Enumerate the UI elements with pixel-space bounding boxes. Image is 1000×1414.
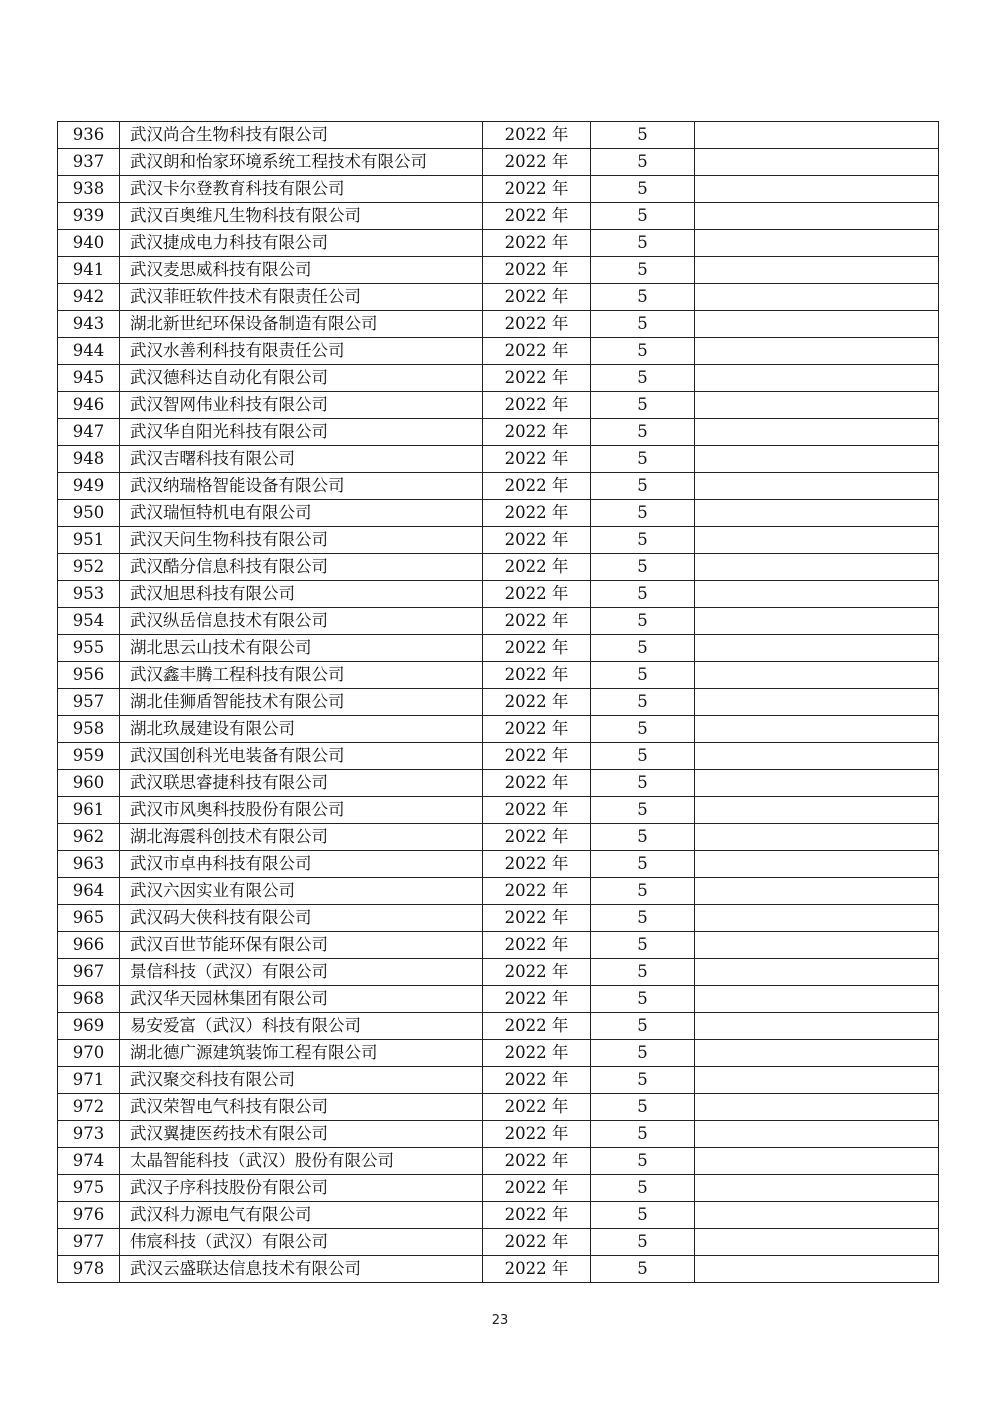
table-row (58, 419, 939, 446)
year-cell: 2022 年 (483, 770, 591, 797)
company-name-cell: 武汉尚合生物科技有限公司 (120, 122, 483, 149)
company-name-cell: 武汉子序科技股份有限公司 (120, 1175, 483, 1202)
company-name-cell: 武汉国创科光电装备有限公司 (120, 743, 483, 770)
company-name-cell: 武汉百世节能环保有限公司 (120, 932, 483, 959)
year-cell: 2022 年 (483, 473, 591, 500)
company-name-cell: 武汉云盛联达信息技术有限公司 (120, 1256, 483, 1283)
value-cell: 5 (591, 1067, 695, 1094)
table-row (58, 581, 939, 608)
year-cell: 2022 年 (483, 176, 591, 203)
row-number-cell: 961 (58, 797, 120, 824)
year-cell: 2022 年 (483, 1121, 591, 1148)
year-cell: 2022 年 (483, 230, 591, 257)
year-cell: 2022 年 (483, 392, 591, 419)
note-cell (695, 1013, 939, 1040)
value-cell: 5 (591, 1202, 695, 1229)
row-number-cell: 954 (58, 608, 120, 635)
company-name-cell: 武汉市风奥科技股份有限公司 (120, 797, 483, 824)
note-cell (695, 689, 939, 716)
note-cell (695, 878, 939, 905)
table-row (58, 311, 939, 338)
company-name-cell: 武汉水善利科技有限责任公司 (120, 338, 483, 365)
table-row (58, 527, 939, 554)
value-cell: 5 (591, 1040, 695, 1067)
table-row (58, 635, 939, 662)
year-cell: 2022 年 (483, 743, 591, 770)
table-row (58, 473, 939, 500)
row-number-cell: 958 (58, 716, 120, 743)
table-row (58, 1094, 939, 1121)
table-row (58, 1067, 939, 1094)
value-cell: 5 (591, 527, 695, 554)
row-number-cell: 941 (58, 257, 120, 284)
note-cell (695, 284, 939, 311)
company-name-cell: 武汉吉曙科技有限公司 (120, 446, 483, 473)
year-cell: 2022 年 (483, 905, 591, 932)
company-name-cell: 武汉华自阳光科技有限公司 (120, 419, 483, 446)
note-cell (695, 446, 939, 473)
row-number-cell: 952 (58, 554, 120, 581)
row-number-cell: 944 (58, 338, 120, 365)
table-row (58, 716, 939, 743)
row-number-cell: 937 (58, 149, 120, 176)
company-name-cell: 武汉百奥维凡生物科技有限公司 (120, 203, 483, 230)
note-cell (695, 473, 939, 500)
year-cell: 2022 年 (483, 1013, 591, 1040)
year-cell: 2022 年 (483, 365, 591, 392)
row-number-cell: 976 (58, 1202, 120, 1229)
year-cell: 2022 年 (483, 797, 591, 824)
row-number-cell: 947 (58, 419, 120, 446)
value-cell: 5 (591, 608, 695, 635)
year-cell: 2022 年 (483, 581, 591, 608)
note-cell (695, 1121, 939, 1148)
value-cell: 5 (591, 122, 695, 149)
row-number-cell: 955 (58, 635, 120, 662)
year-cell: 2022 年 (483, 932, 591, 959)
table-row (58, 365, 939, 392)
value-cell: 5 (591, 419, 695, 446)
row-number-cell: 959 (58, 743, 120, 770)
value-cell: 5 (591, 1013, 695, 1040)
year-cell: 2022 年 (483, 527, 591, 554)
row-number-cell: 966 (58, 932, 120, 959)
value-cell: 5 (591, 824, 695, 851)
year-cell: 2022 年 (483, 149, 591, 176)
row-number-cell: 978 (58, 1256, 120, 1283)
note-cell (695, 905, 939, 932)
note-cell (695, 743, 939, 770)
page-number: 23 (491, 1313, 509, 1328)
company-name-cell: 太晶智能科技（武汉）股份有限公司 (120, 1148, 483, 1175)
year-cell: 2022 年 (483, 1094, 591, 1121)
year-cell: 2022 年 (483, 554, 591, 581)
table-row (58, 1256, 939, 1283)
year-cell: 2022 年 (483, 257, 591, 284)
value-cell: 5 (591, 878, 695, 905)
value-cell: 5 (591, 635, 695, 662)
note-cell (695, 122, 939, 149)
value-cell: 5 (591, 851, 695, 878)
value-cell: 5 (591, 149, 695, 176)
year-cell: 2022 年 (483, 635, 591, 662)
note-cell (695, 365, 939, 392)
note-cell (695, 932, 939, 959)
value-cell: 5 (591, 230, 695, 257)
table-row (58, 1202, 939, 1229)
company-name-cell: 武汉码大侠科技有限公司 (120, 905, 483, 932)
company-name-cell: 武汉酷分信息科技有限公司 (120, 554, 483, 581)
note-cell (695, 1229, 939, 1256)
table-row (58, 743, 939, 770)
company-name-cell: 湖北思云山技术有限公司 (120, 635, 483, 662)
table-body (58, 122, 939, 1283)
row-number-cell: 977 (58, 1229, 120, 1256)
company-name-cell: 武汉华天园林集团有限公司 (120, 986, 483, 1013)
value-cell: 5 (591, 203, 695, 230)
company-name-cell: 湖北新世纪环保设备制造有限公司 (120, 311, 483, 338)
value-cell: 5 (591, 176, 695, 203)
year-cell: 2022 年 (483, 851, 591, 878)
row-number-cell: 971 (58, 1067, 120, 1094)
row-number-cell: 964 (58, 878, 120, 905)
value-cell: 5 (591, 1229, 695, 1256)
company-name-cell: 武汉捷成电力科技有限公司 (120, 230, 483, 257)
table-row (58, 932, 939, 959)
year-cell: 2022 年 (483, 1202, 591, 1229)
company-name-cell: 武汉荣智电气科技有限公司 (120, 1094, 483, 1121)
table-row (58, 446, 939, 473)
value-cell: 5 (591, 959, 695, 986)
note-cell (695, 851, 939, 878)
company-name-cell: 伟宸科技（武汉）有限公司 (120, 1229, 483, 1256)
value-cell: 5 (591, 1094, 695, 1121)
row-number-cell: 946 (58, 392, 120, 419)
note-cell (695, 311, 939, 338)
note-cell (695, 203, 939, 230)
year-cell: 2022 年 (483, 338, 591, 365)
row-number-cell: 963 (58, 851, 120, 878)
company-name-cell: 湖北海震科创技术有限公司 (120, 824, 483, 851)
year-cell: 2022 年 (483, 419, 591, 446)
note-cell (695, 500, 939, 527)
table-row (58, 284, 939, 311)
row-number-cell: 962 (58, 824, 120, 851)
note-cell (695, 986, 939, 1013)
company-name-cell: 易安爱富（武汉）科技有限公司 (120, 1013, 483, 1040)
table-row (58, 986, 939, 1013)
note-cell (695, 824, 939, 851)
row-number-cell: 960 (58, 770, 120, 797)
year-cell: 2022 年 (483, 284, 591, 311)
value-cell: 5 (591, 311, 695, 338)
company-name-cell: 武汉六因实业有限公司 (120, 878, 483, 905)
table-row (58, 1121, 939, 1148)
year-cell: 2022 年 (483, 824, 591, 851)
value-cell: 5 (591, 662, 695, 689)
row-number-cell: 949 (58, 473, 120, 500)
year-cell: 2022 年 (483, 878, 591, 905)
year-cell: 2022 年 (483, 986, 591, 1013)
note-cell (695, 635, 939, 662)
row-number-cell: 974 (58, 1148, 120, 1175)
company-name-cell: 武汉德科达自动化有限公司 (120, 365, 483, 392)
value-cell: 5 (591, 392, 695, 419)
company-name-cell: 武汉菲旺软件技术有限责任公司 (120, 284, 483, 311)
company-list-table (57, 121, 939, 1283)
row-number-cell: 940 (58, 230, 120, 257)
value-cell: 5 (591, 284, 695, 311)
value-cell: 5 (591, 365, 695, 392)
table-row (58, 1229, 939, 1256)
company-name-cell: 武汉联思睿捷科技有限公司 (120, 770, 483, 797)
table-row (58, 878, 939, 905)
note-cell (695, 1148, 939, 1175)
note-cell (695, 176, 939, 203)
value-cell: 5 (591, 1121, 695, 1148)
table-row (58, 1040, 939, 1067)
year-cell: 2022 年 (483, 689, 591, 716)
company-name-cell: 武汉智网伟业科技有限公司 (120, 392, 483, 419)
row-number-cell: 942 (58, 284, 120, 311)
note-cell (695, 527, 939, 554)
table-row (58, 554, 939, 581)
table-row (58, 176, 939, 203)
table-row (58, 689, 939, 716)
table-row (58, 392, 939, 419)
company-name-cell: 武汉天问生物科技有限公司 (120, 527, 483, 554)
value-cell: 5 (591, 797, 695, 824)
note-cell (695, 338, 939, 365)
row-number-cell: 967 (58, 959, 120, 986)
company-name-cell: 景信科技（武汉）有限公司 (120, 959, 483, 986)
company-name-cell: 武汉纳瑞格智能设备有限公司 (120, 473, 483, 500)
year-cell: 2022 年 (483, 1067, 591, 1094)
row-number-cell: 936 (58, 122, 120, 149)
note-cell (695, 257, 939, 284)
year-cell: 2022 年 (483, 500, 591, 527)
value-cell: 5 (591, 1175, 695, 1202)
company-name-cell: 武汉纵岳信息技术有限公司 (120, 608, 483, 635)
row-number-cell: 945 (58, 365, 120, 392)
year-cell: 2022 年 (483, 1229, 591, 1256)
table-row (58, 905, 939, 932)
company-name-cell: 武汉科力源电气有限公司 (120, 1202, 483, 1229)
row-number-cell: 972 (58, 1094, 120, 1121)
company-name-cell: 武汉朗和怡家环境系统工程技术有限公司 (120, 149, 483, 176)
row-number-cell: 968 (58, 986, 120, 1013)
note-cell (695, 662, 939, 689)
note-cell (695, 230, 939, 257)
row-number-cell: 953 (58, 581, 120, 608)
value-cell: 5 (591, 986, 695, 1013)
note-cell (695, 554, 939, 581)
table-row (58, 257, 939, 284)
note-cell (695, 392, 939, 419)
table-row (58, 959, 939, 986)
row-number-cell: 973 (58, 1121, 120, 1148)
value-cell: 5 (591, 1256, 695, 1283)
company-name-cell: 湖北玖晟建设有限公司 (120, 716, 483, 743)
table-row (58, 122, 939, 149)
row-number-cell: 939 (58, 203, 120, 230)
table-row (58, 500, 939, 527)
table-row (58, 1013, 939, 1040)
company-name-cell: 武汉卡尔登教育科技有限公司 (120, 176, 483, 203)
row-number-cell: 970 (58, 1040, 120, 1067)
row-number-cell: 950 (58, 500, 120, 527)
row-number-cell: 943 (58, 311, 120, 338)
value-cell: 5 (591, 1148, 695, 1175)
company-name-cell: 湖北佳狮盾智能技术有限公司 (120, 689, 483, 716)
note-cell (695, 959, 939, 986)
note-cell (695, 1067, 939, 1094)
table-row (58, 797, 939, 824)
company-name-cell: 武汉旭思科技有限公司 (120, 581, 483, 608)
value-cell: 5 (591, 905, 695, 932)
table-row (58, 203, 939, 230)
table-row (58, 338, 939, 365)
value-cell: 5 (591, 257, 695, 284)
value-cell: 5 (591, 500, 695, 527)
year-cell: 2022 年 (483, 122, 591, 149)
company-name-cell: 武汉麦思威科技有限公司 (120, 257, 483, 284)
year-cell: 2022 年 (483, 716, 591, 743)
table-row (58, 608, 939, 635)
note-cell (695, 1094, 939, 1121)
year-cell: 2022 年 (483, 1175, 591, 1202)
row-number-cell: 948 (58, 446, 120, 473)
table-row (58, 230, 939, 257)
row-number-cell: 975 (58, 1175, 120, 1202)
company-name-cell: 武汉市卓冉科技有限公司 (120, 851, 483, 878)
value-cell: 5 (591, 581, 695, 608)
note-cell (695, 770, 939, 797)
note-cell (695, 716, 939, 743)
value-cell: 5 (591, 554, 695, 581)
note-cell (695, 1175, 939, 1202)
value-cell: 5 (591, 743, 695, 770)
year-cell: 2022 年 (483, 203, 591, 230)
note-cell (695, 608, 939, 635)
table-row (58, 770, 939, 797)
table-row (58, 149, 939, 176)
table-row (58, 851, 939, 878)
note-cell (695, 797, 939, 824)
year-cell: 2022 年 (483, 446, 591, 473)
table-row (58, 1175, 939, 1202)
company-name-cell: 武汉瑞恒特机电有限公司 (120, 500, 483, 527)
row-number-cell: 951 (58, 527, 120, 554)
value-cell: 5 (591, 932, 695, 959)
company-name-cell: 湖北德广源建筑装饰工程有限公司 (120, 1040, 483, 1067)
year-cell: 2022 年 (483, 1256, 591, 1283)
row-number-cell: 969 (58, 1013, 120, 1040)
row-number-cell: 956 (58, 662, 120, 689)
table-row (58, 662, 939, 689)
year-cell: 2022 年 (483, 662, 591, 689)
value-cell: 5 (591, 338, 695, 365)
value-cell: 5 (591, 473, 695, 500)
note-cell (695, 149, 939, 176)
company-name-cell: 武汉翼捷医药技术有限公司 (120, 1121, 483, 1148)
company-name-cell: 武汉聚交科技有限公司 (120, 1067, 483, 1094)
note-cell (695, 1256, 939, 1283)
row-number-cell: 938 (58, 176, 120, 203)
value-cell: 5 (591, 446, 695, 473)
value-cell: 5 (591, 770, 695, 797)
row-number-cell: 957 (58, 689, 120, 716)
year-cell: 2022 年 (483, 311, 591, 338)
note-cell (695, 1040, 939, 1067)
note-cell (695, 1202, 939, 1229)
year-cell: 2022 年 (483, 959, 591, 986)
value-cell: 5 (591, 716, 695, 743)
company-name-cell: 武汉鑫丰腾工程科技有限公司 (120, 662, 483, 689)
table-row (58, 1148, 939, 1175)
year-cell: 2022 年 (483, 1148, 591, 1175)
value-cell: 5 (591, 689, 695, 716)
table-row (58, 824, 939, 851)
year-cell: 2022 年 (483, 608, 591, 635)
row-number-cell: 965 (58, 905, 120, 932)
note-cell (695, 581, 939, 608)
year-cell: 2022 年 (483, 1040, 591, 1067)
note-cell (695, 419, 939, 446)
